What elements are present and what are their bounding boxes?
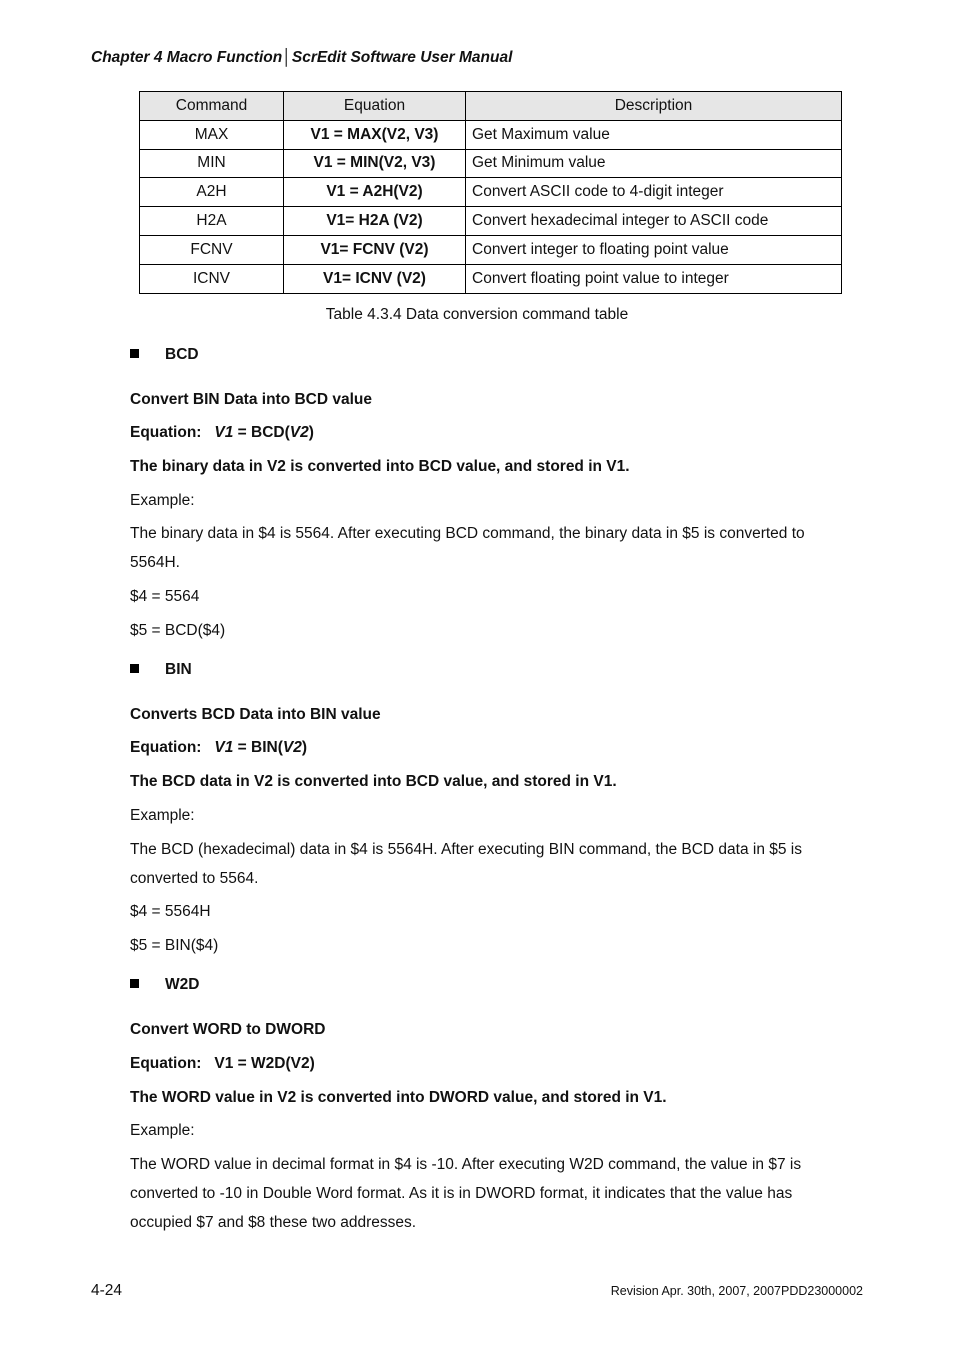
cell-equation: V1 = MIN(V2, V3) — [284, 149, 466, 178]
equation-bin: Equation: V1 = BIN(V2) — [130, 739, 308, 756]
cell-description: Convert ASCII code to 4-digit integer — [466, 178, 842, 207]
section-heading-bin: BIN — [130, 661, 192, 679]
section-title-bin: Converts BCD Data into BIN value — [130, 706, 381, 723]
page-header: Chapter 4 Macro Function│ScrEdit Software User Manual — [91, 49, 513, 66]
equation-w2d: Equation: V1 = W2D(V2) — [130, 1055, 315, 1072]
cell-description: Get Minimum value — [466, 149, 842, 178]
bullet-square-icon — [130, 349, 139, 358]
description-bin: The BCD data in V2 is converted into BCD value, and stored in V1. — [130, 773, 617, 790]
example-label-w2d: Example: — [130, 1122, 195, 1139]
example-line-bcd-2: $5 = BCD($4) — [130, 622, 226, 639]
example-paragraph-bcd: The binary data in $4 is 5564. After executing BCD command, the binary data in $5 is converted to 5564H. — [130, 525, 805, 571]
cell-equation: V1= FCNV (V2) — [284, 235, 466, 264]
example-label-bcd: Example: — [130, 492, 195, 509]
cell-command: MIN — [140, 149, 284, 178]
table-header-row — [140, 92, 842, 121]
example-line-bcd-1: $4 = 5564 — [130, 588, 200, 605]
bullet-square-icon — [130, 664, 139, 673]
section-heading-bcd: BCD — [130, 346, 199, 364]
description-w2d: The WORD value in V2 is converted into DWORD value, and stored in V1. — [130, 1089, 667, 1106]
header-description: Description — [466, 92, 842, 121]
equation-bcd: Equation: V1 = BCD(V2) — [130, 424, 314, 441]
section-title-w2d: Convert WORD to DWORD — [130, 1021, 326, 1038]
example-paragraph-w2d: The WORD value in decimal format in $4 is -10. After executing W2D command, the value in $7 is converted to -10 in Double Word format. As it is in DWORD format, it indicates that the value has occupied $7 and $8 these two addresses. — [130, 1156, 802, 1231]
bullet-square-icon — [130, 979, 139, 988]
cell-command: ICNV — [140, 264, 284, 293]
example-line-bin-1: $4 = 5564H — [130, 903, 211, 920]
cell-description: Convert hexadecimal integer to ASCII code — [466, 207, 842, 236]
cell-equation: V1 = A2H(V2) — [284, 178, 466, 207]
section-title-bcd: Convert BIN Data into BCD value — [130, 391, 373, 408]
section-heading-w2d: W2D — [130, 976, 199, 994]
cell-command: H2A — [140, 207, 284, 236]
table-row — [140, 149, 842, 178]
command-table — [139, 91, 842, 294]
description-bcd: The binary data in V2 is converted into BCD value, and stored in V1. — [130, 458, 630, 475]
page-number: 4-24 — [91, 1282, 123, 1299]
example-paragraph-bin: The BCD (hexadecimal) data in $4 is 5564H. After executing BIN command, the BCD data in $5 is converted to 5564. — [130, 841, 803, 887]
table-row — [140, 120, 842, 149]
table-row — [140, 178, 842, 207]
table-row — [140, 207, 842, 236]
example-line-bin-2: $5 = BIN($4) — [130, 937, 219, 954]
header-equation: Equation — [284, 92, 466, 121]
header-command: Command — [140, 92, 284, 121]
cell-description: Get Maximum value — [466, 120, 842, 149]
table-row — [140, 235, 842, 264]
table-caption: Table 4.3.4 Data conversion command table — [325, 306, 629, 323]
cell-equation: V1= ICNV (V2) — [284, 264, 466, 293]
table-row — [140, 264, 842, 293]
cell-command: A2H — [140, 178, 284, 207]
cell-equation: V1 = MAX(V2, V3) — [284, 120, 466, 149]
cell-command: FCNV — [140, 235, 284, 264]
revision-note: Revision Apr. 30th, 2007, 2007PDD23000002 — [610, 1284, 863, 1298]
example-label-bin: Example: — [130, 807, 195, 824]
cell-equation: V1= H2A (V2) — [284, 207, 466, 236]
cell-command: MAX — [140, 120, 284, 149]
cell-description: Convert floating point value to integer — [466, 264, 842, 293]
cell-description: Convert integer to floating point value — [466, 235, 842, 264]
